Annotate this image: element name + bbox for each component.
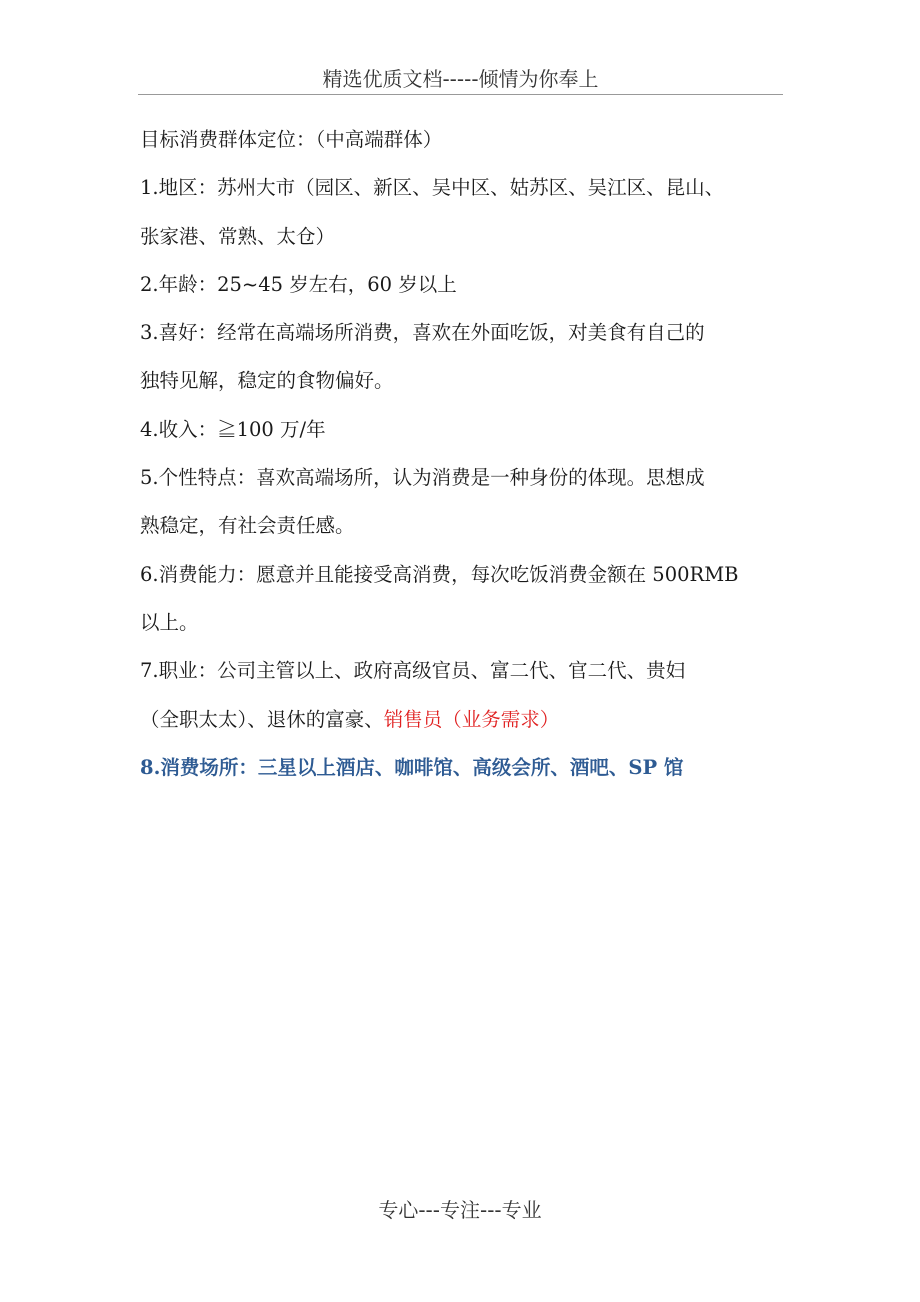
- item-preference-line1: 3.喜好：经常在高端场所消费，喜欢在外面吃饭，对美食有自己的: [140, 321, 705, 345]
- item-personality-line1: 5.个性特点：喜欢高端场所，认为消费是一种身份的体现。思想成: [140, 466, 705, 490]
- item-spending-line2: 以上。: [140, 610, 199, 634]
- item-personality-line2: 熟稳定，有社会责任感。: [140, 514, 355, 538]
- occupation-highlight-text: 销售员（业务需求）: [383, 707, 560, 731]
- section-title: 目标消费群体定位：（中高端群体）: [140, 128, 443, 151]
- item-occupation-line2: [140, 696, 780, 744]
- page-footer: 专心---专注---专业: [378, 1198, 542, 1222]
- item-preference-line2: 独特见解，稳定的食物偏好。: [140, 369, 394, 393]
- document-body: [140, 116, 780, 792]
- item-income: 4.收入：≧100 万/年: [140, 417, 326, 441]
- item-venues: 8.消费场所：三星以上酒店、咖啡馆、高级会所、酒吧、SP 馆: [140, 755, 684, 779]
- item-age: 2.年龄：25~45 岁左右，60 岁以上: [140, 272, 457, 296]
- item-region-line1: 1.地区：苏州大市（园区、新区、吴中区、姑苏区、吴江区、昆山、: [140, 176, 725, 200]
- item-region-line2: 张家港、常熟、太仓）: [140, 224, 336, 248]
- header-divider: [138, 94, 783, 95]
- item-occupation-line1: 7.职业：公司主管以上、政府高级官员、富二代、官二代、贵妇: [140, 659, 686, 683]
- item-spending-line1: 6.消费能力：愿意并且能接受高消费，每次吃饭消费金额在 500RMB: [140, 562, 739, 586]
- page-header: 精选优质文档-----倾情为你奉上: [322, 67, 599, 91]
- occupation-plain-text: （全职太太）、退休的富豪、: [140, 707, 384, 731]
